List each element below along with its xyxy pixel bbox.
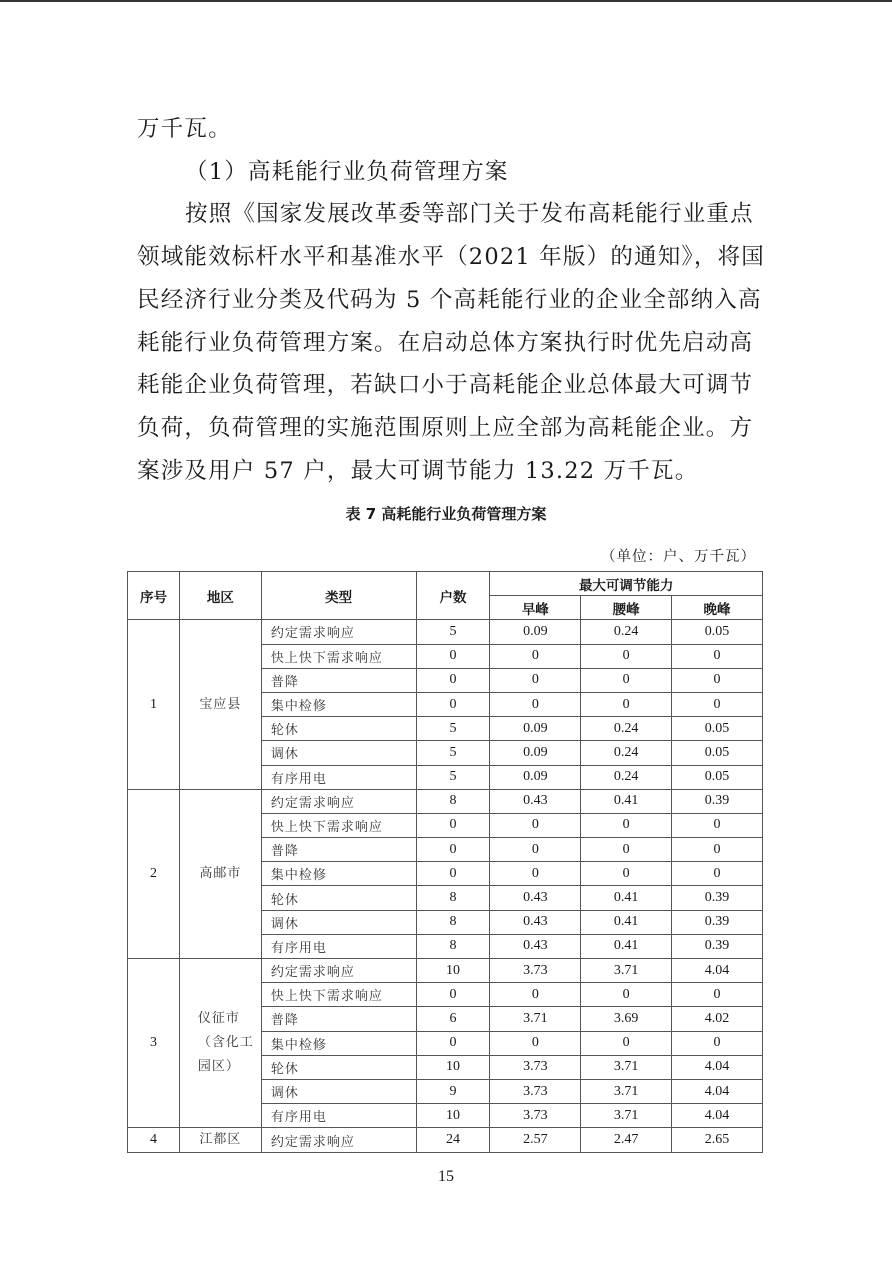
cell-evening: 0.39 <box>672 886 763 910</box>
cell-type: 集中检修 <box>261 1031 416 1055</box>
cell-count: 10 <box>416 959 490 983</box>
cell-midday: 0 <box>581 692 672 716</box>
table-caption: 表 7 高耗能行业负荷管理方案 <box>345 505 547 523</box>
cell-type: 快上快下需求响应 <box>261 644 416 668</box>
cell-midday: 3.71 <box>581 1104 672 1128</box>
body-line: 耗能行业负荷管理方案。在启动总体方案执行时优先启动高 <box>137 329 754 356</box>
table-body <box>128 620 763 1153</box>
cell-evening: 0 <box>672 692 763 716</box>
load-management-table <box>127 571 763 1153</box>
body-line: 按照《国家发展改革委等部门关于发布高耗能行业重点 <box>185 201 754 228</box>
cell-region: 高邮市 <box>179 789 261 958</box>
cell-evening: 0.39 <box>672 910 763 934</box>
cell-evening: 2.65 <box>672 1128 763 1153</box>
cell-count: 0 <box>416 813 490 837</box>
cell-midday: 3.71 <box>581 1055 672 1079</box>
header-midday: 腰峰 <box>581 596 672 620</box>
table-row <box>128 959 763 983</box>
cell-count: 24 <box>416 1128 490 1153</box>
cell-morning: 0 <box>490 668 581 692</box>
cell-midday: 0 <box>581 1031 672 1055</box>
cell-evening: 0 <box>672 644 763 668</box>
cell-count: 5 <box>416 741 490 765</box>
cell-morning: 0.43 <box>490 934 581 958</box>
cell-evening: 0 <box>672 668 763 692</box>
cell-midday: 0.24 <box>581 741 672 765</box>
body-line: 领域能效标杆水平和基准水平（2021 年版）的通知》，将国 <box>137 244 765 271</box>
cell-morning: 0.43 <box>490 886 581 910</box>
cell-type: 普降 <box>261 1007 416 1031</box>
body-line: 负荷，负荷管理的实施范围原则上应全部为高耗能企业。方 <box>137 414 754 441</box>
cell-type: 有序用电 <box>261 934 416 958</box>
body-line: 万千瓦。 <box>137 116 232 142</box>
cell-type: 有序用电 <box>261 765 416 789</box>
cell-no: 3 <box>128 959 180 1128</box>
body-line: 耗能企业负荷管理，若缺口小于高耗能企业总体最大可调节 <box>137 372 754 399</box>
cell-midday: 0.24 <box>581 765 672 789</box>
cell-count: 0 <box>416 644 490 668</box>
body-line: （1）高耗能行业负荷管理方案 <box>185 158 509 185</box>
cell-morning: 0 <box>490 813 581 837</box>
cell-type: 约定需求响应 <box>261 789 416 813</box>
cell-morning: 3.71 <box>490 1007 581 1031</box>
cell-morning: 0 <box>490 838 581 862</box>
cell-morning: 0 <box>490 862 581 886</box>
unit-note: （单位：户、万千瓦） <box>601 549 756 565</box>
cell-type: 调休 <box>261 1079 416 1103</box>
cell-evening: 4.04 <box>672 1055 763 1079</box>
cell-evening: 0 <box>672 838 763 862</box>
cell-no: 1 <box>128 620 180 789</box>
cell-midday: 0 <box>581 668 672 692</box>
cell-type: 调休 <box>261 910 416 934</box>
cell-morning: 3.73 <box>490 1079 581 1103</box>
cell-count: 0 <box>416 692 490 716</box>
cell-type: 调休 <box>261 741 416 765</box>
cell-morning: 0.09 <box>490 741 581 765</box>
cell-morning: 0 <box>490 983 581 1007</box>
cell-evening: 0 <box>672 983 763 1007</box>
cell-count: 6 <box>416 1007 490 1031</box>
cell-morning: 3.73 <box>490 959 581 983</box>
header-morning: 早峰 <box>490 596 581 620</box>
cell-count: 10 <box>416 1055 490 1079</box>
cell-midday: 0.24 <box>581 717 672 741</box>
cell-region: 仪征市（含化工园区） <box>179 959 261 1128</box>
cell-midday: 0 <box>581 983 672 1007</box>
cell-midday: 0 <box>581 838 672 862</box>
cell-count: 0 <box>416 1031 490 1055</box>
cell-region: 江都区 <box>179 1128 261 1153</box>
cell-count: 8 <box>416 886 490 910</box>
cell-count: 8 <box>416 910 490 934</box>
cell-evening: 4.04 <box>672 1079 763 1103</box>
cell-morning: 0 <box>490 1031 581 1055</box>
cell-type: 集中检修 <box>261 862 416 886</box>
header-type: 类型 <box>261 572 416 620</box>
cell-midday: 3.69 <box>581 1007 672 1031</box>
cell-morning: 3.73 <box>490 1055 581 1079</box>
cell-evening: 4.02 <box>672 1007 763 1031</box>
cell-evening: 0 <box>672 1031 763 1055</box>
cell-count: 5 <box>416 620 490 644</box>
body-line: 案涉及用户 57 户，最大可调节能力 13.22 万千瓦。 <box>137 457 699 484</box>
cell-midday: 0.41 <box>581 886 672 910</box>
cell-evening: 0.05 <box>672 741 763 765</box>
cell-region: 宝应县 <box>179 620 261 789</box>
cell-midday: 0 <box>581 862 672 886</box>
header-no: 序号 <box>128 572 180 620</box>
cell-evening: 0.39 <box>672 789 763 813</box>
cell-count: 10 <box>416 1104 490 1128</box>
cell-type: 普降 <box>261 668 416 692</box>
header-count: 户数 <box>416 572 490 620</box>
cell-evening: 0.05 <box>672 717 763 741</box>
table-row <box>128 1128 763 1153</box>
cell-morning: 0 <box>490 692 581 716</box>
cell-midday: 0.41 <box>581 934 672 958</box>
cell-type: 普降 <box>261 838 416 862</box>
cell-evening: 0.05 <box>672 620 763 644</box>
cell-morning: 0.09 <box>490 620 581 644</box>
cell-type: 集中检修 <box>261 692 416 716</box>
cell-midday: 3.71 <box>581 1079 672 1103</box>
header-capacity-group: 最大可调节能力 <box>490 572 763 596</box>
cell-type: 快上快下需求响应 <box>261 813 416 837</box>
page-number: 15 <box>438 1168 454 1185</box>
table-row <box>128 789 763 813</box>
cell-morning: 0 <box>490 644 581 668</box>
body-line: 民经济行业分类及代码为 5 个高耗能行业的企业全部纳入高 <box>137 286 762 313</box>
cell-type: 约定需求响应 <box>261 1128 416 1153</box>
cell-morning: 3.73 <box>490 1104 581 1128</box>
cell-count: 5 <box>416 717 490 741</box>
cell-evening: 0.05 <box>672 765 763 789</box>
cell-count: 5 <box>416 765 490 789</box>
cell-count: 0 <box>416 862 490 886</box>
cell-evening: 0 <box>672 813 763 837</box>
table-header-row <box>128 572 763 596</box>
cell-evening: 0 <box>672 862 763 886</box>
cell-midday: 2.47 <box>581 1128 672 1153</box>
cell-midday: 0.41 <box>581 789 672 813</box>
cell-count: 8 <box>416 789 490 813</box>
cell-no: 4 <box>128 1128 180 1153</box>
cell-evening: 0.39 <box>672 934 763 958</box>
cell-count: 9 <box>416 1079 490 1103</box>
cell-type: 约定需求响应 <box>261 620 416 644</box>
cell-type: 约定需求响应 <box>261 959 416 983</box>
cell-evening: 4.04 <box>672 1104 763 1128</box>
cell-midday: 0 <box>581 644 672 668</box>
cell-midday: 0.41 <box>581 910 672 934</box>
cell-evening: 4.04 <box>672 959 763 983</box>
cell-count: 0 <box>416 668 490 692</box>
cell-count: 8 <box>416 934 490 958</box>
cell-no: 2 <box>128 789 180 958</box>
cell-morning: 0.43 <box>490 910 581 934</box>
cell-morning: 0.09 <box>490 765 581 789</box>
cell-type: 轮休 <box>261 886 416 910</box>
page-top-border <box>0 0 892 2</box>
cell-midday: 3.71 <box>581 959 672 983</box>
cell-midday: 0 <box>581 813 672 837</box>
header-region: 地区 <box>179 572 261 620</box>
cell-type: 轮休 <box>261 717 416 741</box>
cell-count: 0 <box>416 838 490 862</box>
cell-midday: 0.24 <box>581 620 672 644</box>
body-text <box>137 108 765 492</box>
cell-morning: 0.09 <box>490 717 581 741</box>
table-row <box>128 620 763 644</box>
cell-count: 0 <box>416 983 490 1007</box>
cell-type: 快上快下需求响应 <box>261 983 416 1007</box>
cell-type: 轮休 <box>261 1055 416 1079</box>
cell-type: 有序用电 <box>261 1104 416 1128</box>
cell-morning: 2.57 <box>490 1128 581 1153</box>
cell-morning: 0.43 <box>490 789 581 813</box>
header-evening: 晚峰 <box>672 596 763 620</box>
